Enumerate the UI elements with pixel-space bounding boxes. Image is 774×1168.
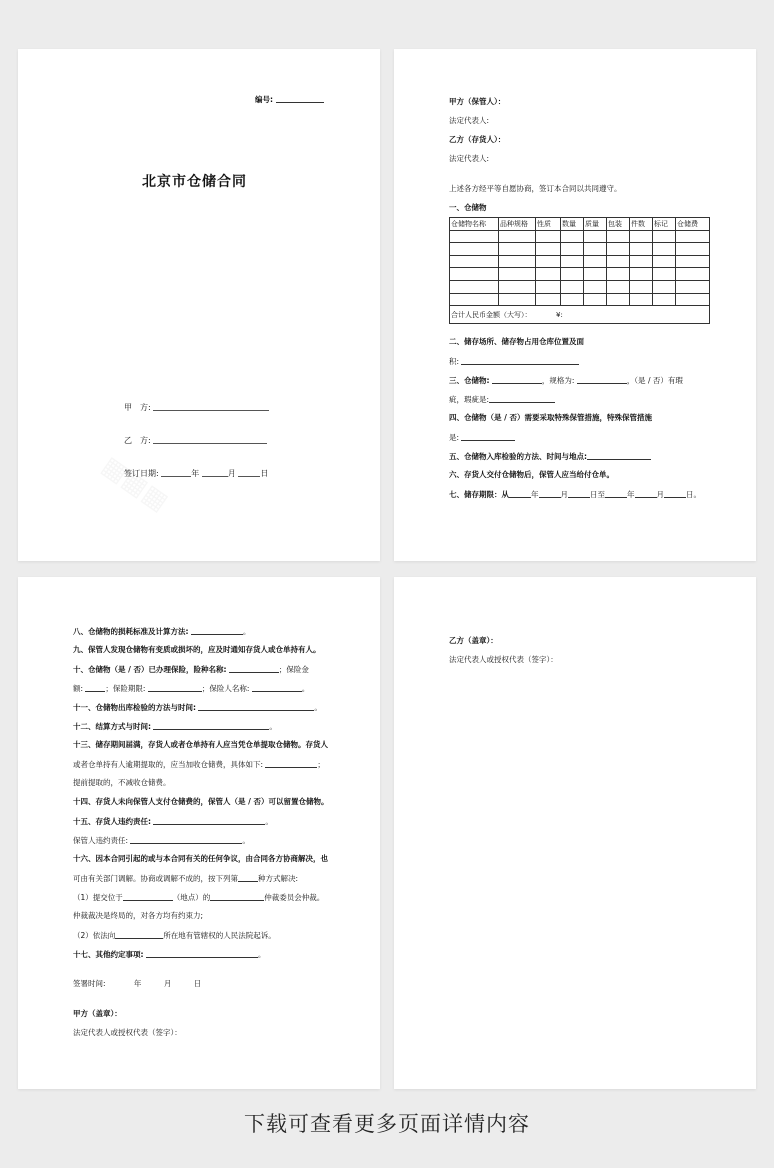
party-a-field[interactable] bbox=[153, 401, 269, 411]
table-row[interactable] bbox=[450, 268, 710, 281]
contract-number-label: 编号: bbox=[255, 95, 273, 104]
intro-text: 上述各方经平等自愿协商，签订本合同以共同遵守。 bbox=[449, 184, 622, 193]
section-15: 十五、存货人违约责任: 。 bbox=[73, 817, 273, 826]
party-b-label: 乙 方: bbox=[124, 436, 151, 445]
party-a-legal-rep: 法定代表人或授权代表（签字）： bbox=[73, 1028, 182, 1037]
section-5: 五、仓储物入库检验的方法、时间与地点: bbox=[449, 451, 651, 462]
party-b-legal-rep: 法定代表人或授权代表（签字）： bbox=[449, 655, 558, 664]
party-a-seal: 甲方（盖章）： bbox=[73, 1009, 122, 1018]
sign-day-field[interactable] bbox=[238, 467, 260, 477]
section-6: 六、存货人交付仓储物后，保管人应当给付仓单。 bbox=[449, 470, 614, 479]
table-header: 标记 bbox=[653, 218, 676, 231]
table-total: 合计人民币金额（大写）： ¥: bbox=[450, 306, 710, 324]
table-header: 品种规格 bbox=[499, 218, 536, 231]
table-header: 包装 bbox=[607, 218, 630, 231]
party-b-line bbox=[124, 434, 267, 446]
section-3-line1: 三、仓储物: ，规格为: ，（是 / 否）有瑕 bbox=[449, 376, 683, 385]
defect-field[interactable] bbox=[489, 394, 555, 403]
section-16-line5: （2）依法向 所在地有管辖权的人民法院起诉。 bbox=[73, 931, 276, 940]
section-3-line2: 疵，瑕疵是: bbox=[449, 394, 555, 405]
page-parties-and-goods bbox=[394, 49, 756, 561]
table-header: 件数 bbox=[630, 218, 653, 231]
contract-number bbox=[255, 94, 324, 105]
sign-month-field[interactable] bbox=[202, 467, 228, 477]
party-b-seal: 乙方（盖章）： bbox=[449, 636, 498, 645]
table-header: 质量 bbox=[584, 218, 607, 231]
goods-name-field[interactable] bbox=[492, 375, 542, 384]
section-1-heading: 一、仓储物 bbox=[449, 203, 487, 212]
download-more-banner: 下载可查看更多页面详情内容 bbox=[244, 1112, 530, 1136]
section-4-line2: 是: bbox=[449, 432, 515, 443]
section-2-line2: 积: bbox=[449, 356, 579, 367]
section-13-line1: 十三、储存期间届满，存货人或者仓单持有人应当凭仓单提取仓储物。存货人 bbox=[73, 740, 328, 749]
section-10-line1: 十、仓储物（是 / 否）已办理保险，险种名称: ；保险金 bbox=[73, 665, 309, 674]
table-header: 仓储费 bbox=[676, 218, 710, 231]
table-row[interactable] bbox=[450, 280, 710, 293]
section-11: 十一、仓储物出库检验的方法与时间: 。 bbox=[73, 703, 322, 712]
table-header: 仓储物名称 bbox=[450, 218, 499, 231]
goods-table bbox=[449, 217, 710, 324]
sign-date-label: 签订日期: bbox=[124, 469, 159, 478]
party-b-heading: 乙方（存货人）： bbox=[449, 135, 506, 144]
section-4-line1: 四、仓储物（是 / 否）需要采取特殊保管措施，特殊保管措施 bbox=[449, 413, 652, 422]
section-16-line2: 可由有关部门调解。协商或调解不成的，按下列第 种方式解决: bbox=[73, 874, 299, 883]
watermark bbox=[96, 451, 174, 518]
page-title: 北京市仓储合同 bbox=[142, 174, 247, 190]
section-12: 十二、结算方式与时间: 。 bbox=[73, 722, 277, 731]
page-terms bbox=[18, 577, 380, 1089]
page-cover bbox=[18, 49, 380, 561]
page-signatures bbox=[394, 577, 756, 1089]
table-total-row bbox=[450, 306, 710, 324]
section-2-line1: 二、储存场所、储存物占用仓库位置及面 bbox=[449, 337, 584, 346]
section-16-line1: 十六、因本合同引起的或与本合同有关的任何争议，由合同各方协商解决，也 bbox=[73, 854, 328, 863]
section-9: 九、保管人发现仓储物有变质或损坏的，应及时通知存货人或仓单持有人。 bbox=[73, 645, 321, 654]
storage-area-field[interactable] bbox=[461, 356, 579, 365]
section-16-line4: 仲裁裁决是终局的，对各方均有约束力; bbox=[73, 911, 204, 920]
section-14: 十四、存货人未向保管人支付仓储费的，保管人（是 / 否）可以留置仓储物。 bbox=[73, 797, 329, 806]
table-header: 性质 bbox=[536, 218, 561, 231]
party-b-field[interactable] bbox=[153, 434, 267, 444]
inspection-field[interactable] bbox=[587, 451, 651, 460]
table-header-row bbox=[450, 218, 710, 231]
section-13-line3: 提前提取的，不减收仓储费。 bbox=[73, 778, 171, 787]
legal-rep-b: 法定代表人: bbox=[449, 154, 490, 163]
section-8: 八、仓储物的损耗标准及计算方法: 。 bbox=[73, 627, 251, 636]
party-a-line bbox=[124, 401, 269, 413]
table-row[interactable] bbox=[450, 230, 710, 243]
party-a-heading: 甲方（保管人）： bbox=[449, 97, 506, 106]
section-10-line2: 额: ；保险期限: ；保险人名称: 。 bbox=[73, 684, 310, 693]
special-measure-field[interactable] bbox=[461, 432, 515, 441]
section-13-line2: 或者仓单持有人逾期提取的，应当加收仓储费，具体如下: ； bbox=[73, 760, 325, 769]
goods-spec-field[interactable] bbox=[577, 375, 627, 384]
sign-time: 签署时间: 年 月 日 bbox=[73, 979, 202, 988]
table-row[interactable] bbox=[450, 293, 710, 306]
table-row[interactable] bbox=[450, 243, 710, 256]
sign-year-field[interactable] bbox=[161, 467, 191, 477]
table-header: 数量 bbox=[561, 218, 584, 231]
section-17: 十七、其他约定事项: 。 bbox=[73, 950, 266, 959]
table-row[interactable] bbox=[450, 255, 710, 268]
contract-number-field[interactable] bbox=[276, 94, 324, 103]
party-a-label: 甲 方: bbox=[124, 403, 151, 412]
section-15b: 保管人违约责任: 。 bbox=[73, 836, 250, 845]
legal-rep-a: 法定代表人: bbox=[449, 116, 490, 125]
sign-date-line: 签订日期: 年 月 日 bbox=[124, 469, 269, 478]
section-7: 七、储存期限：从 年 月 日至 年 月 日。 bbox=[449, 490, 701, 499]
section-16-line3: （1）提交位于 （地点）的 仲裁委员会仲裁。 bbox=[73, 893, 325, 902]
